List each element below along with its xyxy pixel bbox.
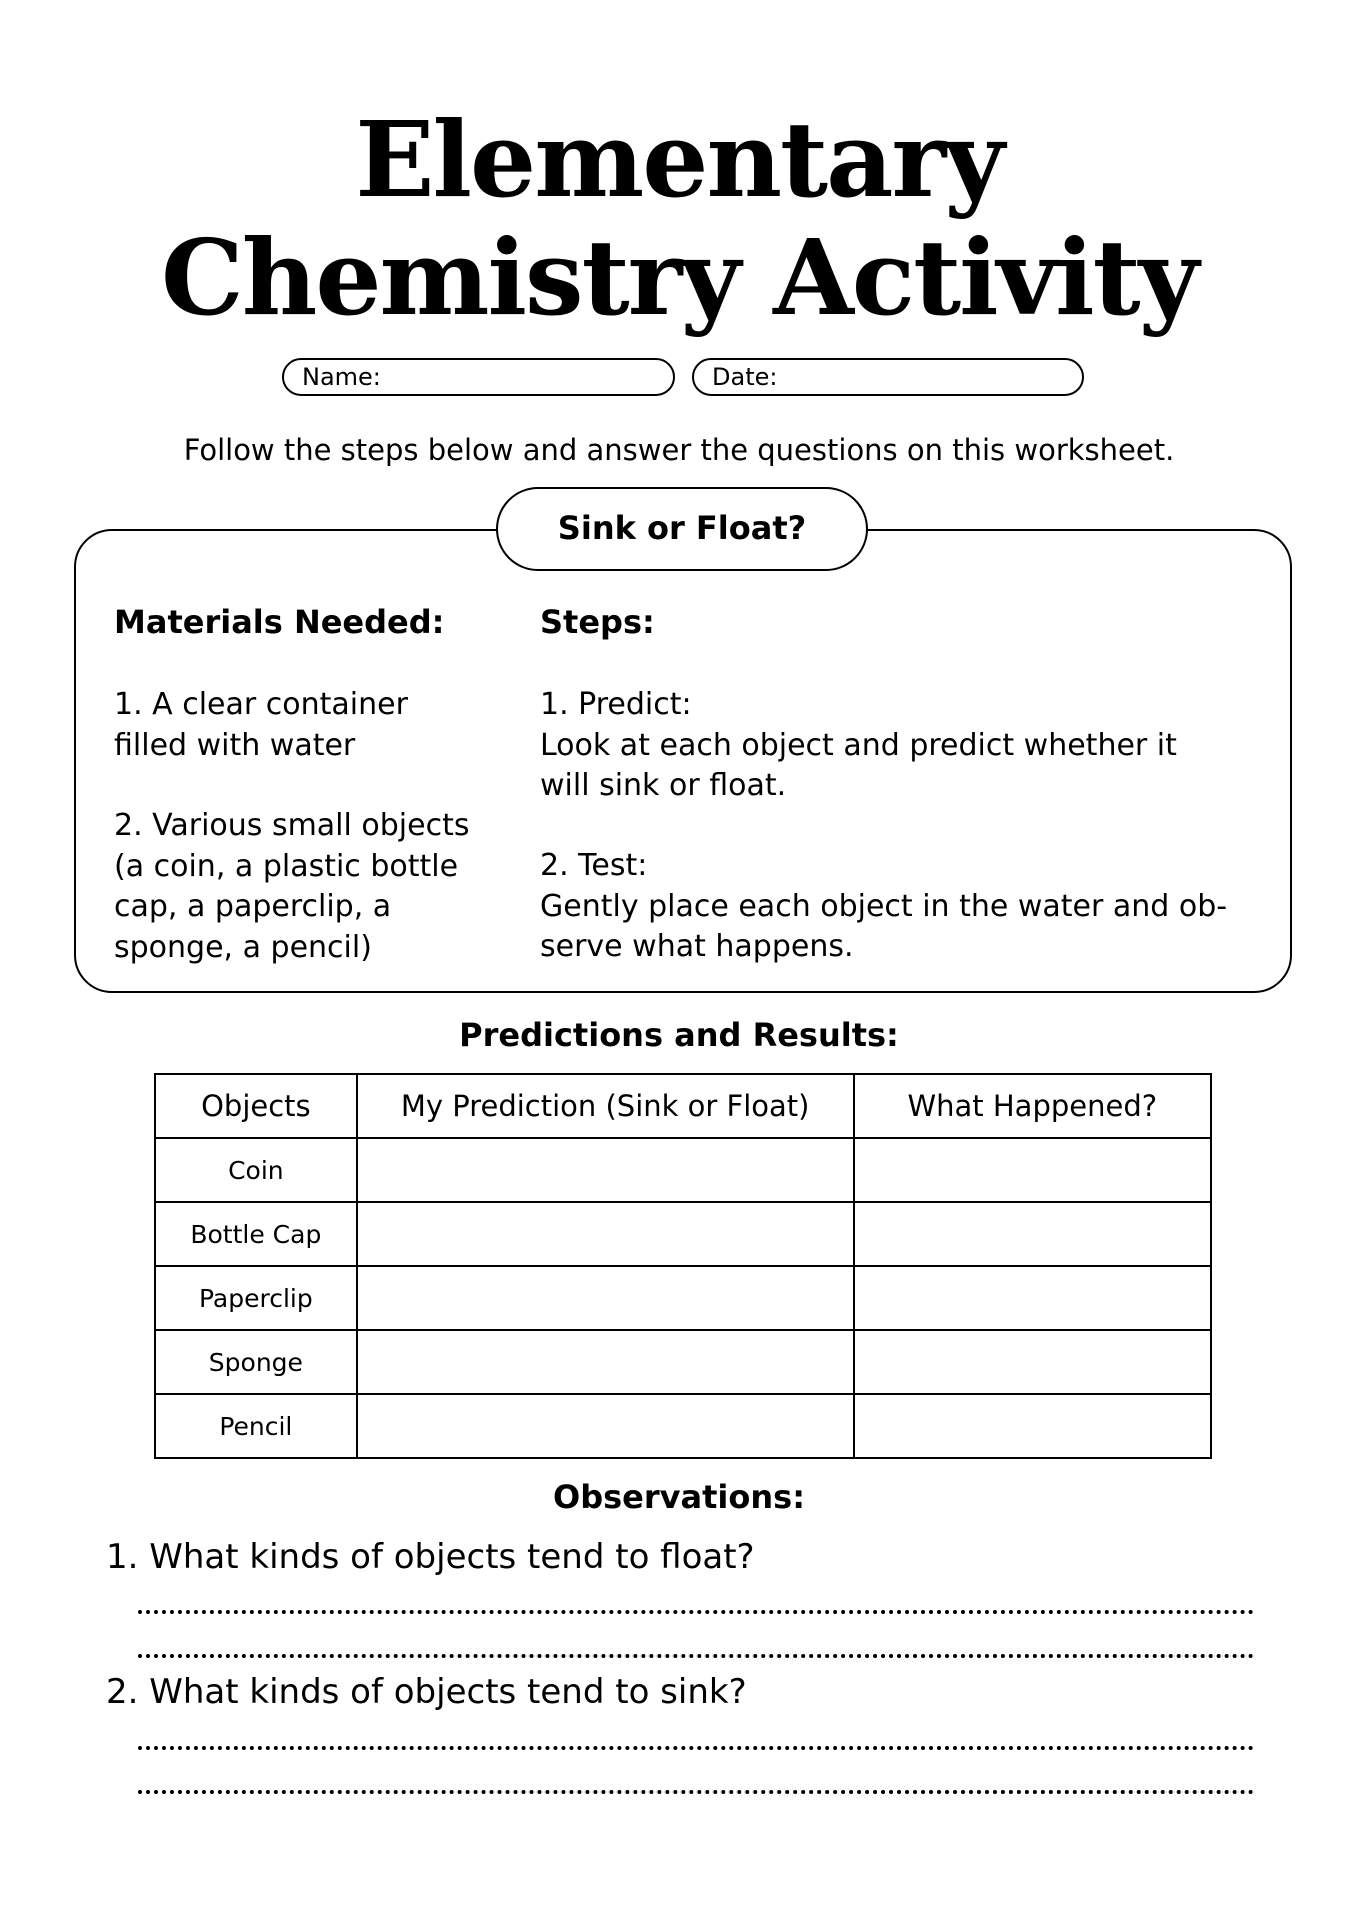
table-row	[155, 1394, 1211, 1458]
answer-line-1b[interactable]	[138, 1654, 1254, 1658]
step-1-line: Look at each object and predict whether it	[540, 727, 1177, 763]
materials-item-2-line: (a coin, a plastic bottle	[114, 848, 459, 884]
result-cell[interactable]	[854, 1330, 1211, 1394]
name-label: Name:	[302, 363, 381, 391]
step-1-line: 1. Predict:	[540, 687, 692, 722]
object-cell: Sponge	[155, 1330, 357, 1394]
result-cell[interactable]	[854, 1138, 1211, 1202]
date-label: Date:	[712, 363, 778, 391]
results-heading: Predictions and Results:	[459, 1016, 899, 1054]
answer-line-2a[interactable]	[138, 1746, 1254, 1750]
step-2	[540, 846, 1280, 968]
column-header-objects: Objects	[155, 1074, 357, 1138]
materials-item-1-line: filled with water	[114, 727, 356, 763]
answer-line-2b[interactable]	[138, 1790, 1254, 1794]
step-2-line: Gently place each object in the water and ob-	[540, 888, 1228, 924]
materials-item-1	[114, 685, 514, 766]
materials-item-2-line: cap, a paperclip, a	[114, 889, 392, 924]
observations-heading: Observations:	[553, 1478, 805, 1516]
object-cell: Pencil	[155, 1394, 357, 1458]
activity-title: Sink or Float?	[496, 487, 868, 571]
table-row	[155, 1266, 1211, 1330]
name-field[interactable]	[282, 358, 675, 396]
question-1: 1. What kinds of objects tend to float?	[106, 1537, 755, 1577]
table-row	[155, 1330, 1211, 1394]
question-2: 2. What kinds of objects tend to sink?	[106, 1672, 747, 1712]
step-1-line: will sink or float.	[540, 768, 787, 803]
table-header-row	[155, 1074, 1211, 1138]
worksheet-title-line-2: Chemistry Activity	[160, 216, 1198, 339]
result-cell[interactable]	[854, 1202, 1211, 1266]
answer-line-1a[interactable]	[138, 1610, 1254, 1614]
worksheet-title-line-1: Elementary	[355, 98, 1003, 221]
instructions-text: Follow the steps below and answer the questions on this worksheet.	[183, 433, 1175, 467]
materials-item-1-line: 1. A clear container	[114, 687, 408, 722]
result-cell[interactable]	[854, 1266, 1211, 1330]
object-cell: Paperclip	[155, 1266, 357, 1330]
steps-heading: Steps:	[540, 603, 655, 641]
object-cell: Bottle Cap	[155, 1202, 357, 1266]
prediction-cell[interactable]	[357, 1394, 854, 1458]
table-row	[155, 1202, 1211, 1266]
prediction-cell[interactable]	[357, 1202, 854, 1266]
step-1	[540, 685, 1280, 807]
date-field[interactable]	[692, 358, 1084, 396]
prediction-cell[interactable]	[357, 1330, 854, 1394]
prediction-cell[interactable]	[357, 1266, 854, 1330]
results-table	[154, 1073, 1212, 1459]
materials-heading: Materials Needed:	[114, 603, 445, 641]
result-cell[interactable]	[854, 1394, 1211, 1458]
step-2-line: serve what happens.	[540, 929, 854, 964]
step-2-line: 2. Test:	[540, 848, 648, 883]
object-cell: Coin	[155, 1138, 357, 1202]
table-row	[155, 1138, 1211, 1202]
materials-item-2	[114, 806, 514, 968]
column-header-prediction: My Prediction (Sink or Float)	[357, 1074, 854, 1138]
materials-item-2-line: sponge, a pencil)	[114, 929, 372, 965]
prediction-cell[interactable]	[357, 1138, 854, 1202]
materials-item-2-line: 2. Various small objects	[114, 808, 470, 843]
column-header-result: What Happened?	[854, 1074, 1211, 1138]
